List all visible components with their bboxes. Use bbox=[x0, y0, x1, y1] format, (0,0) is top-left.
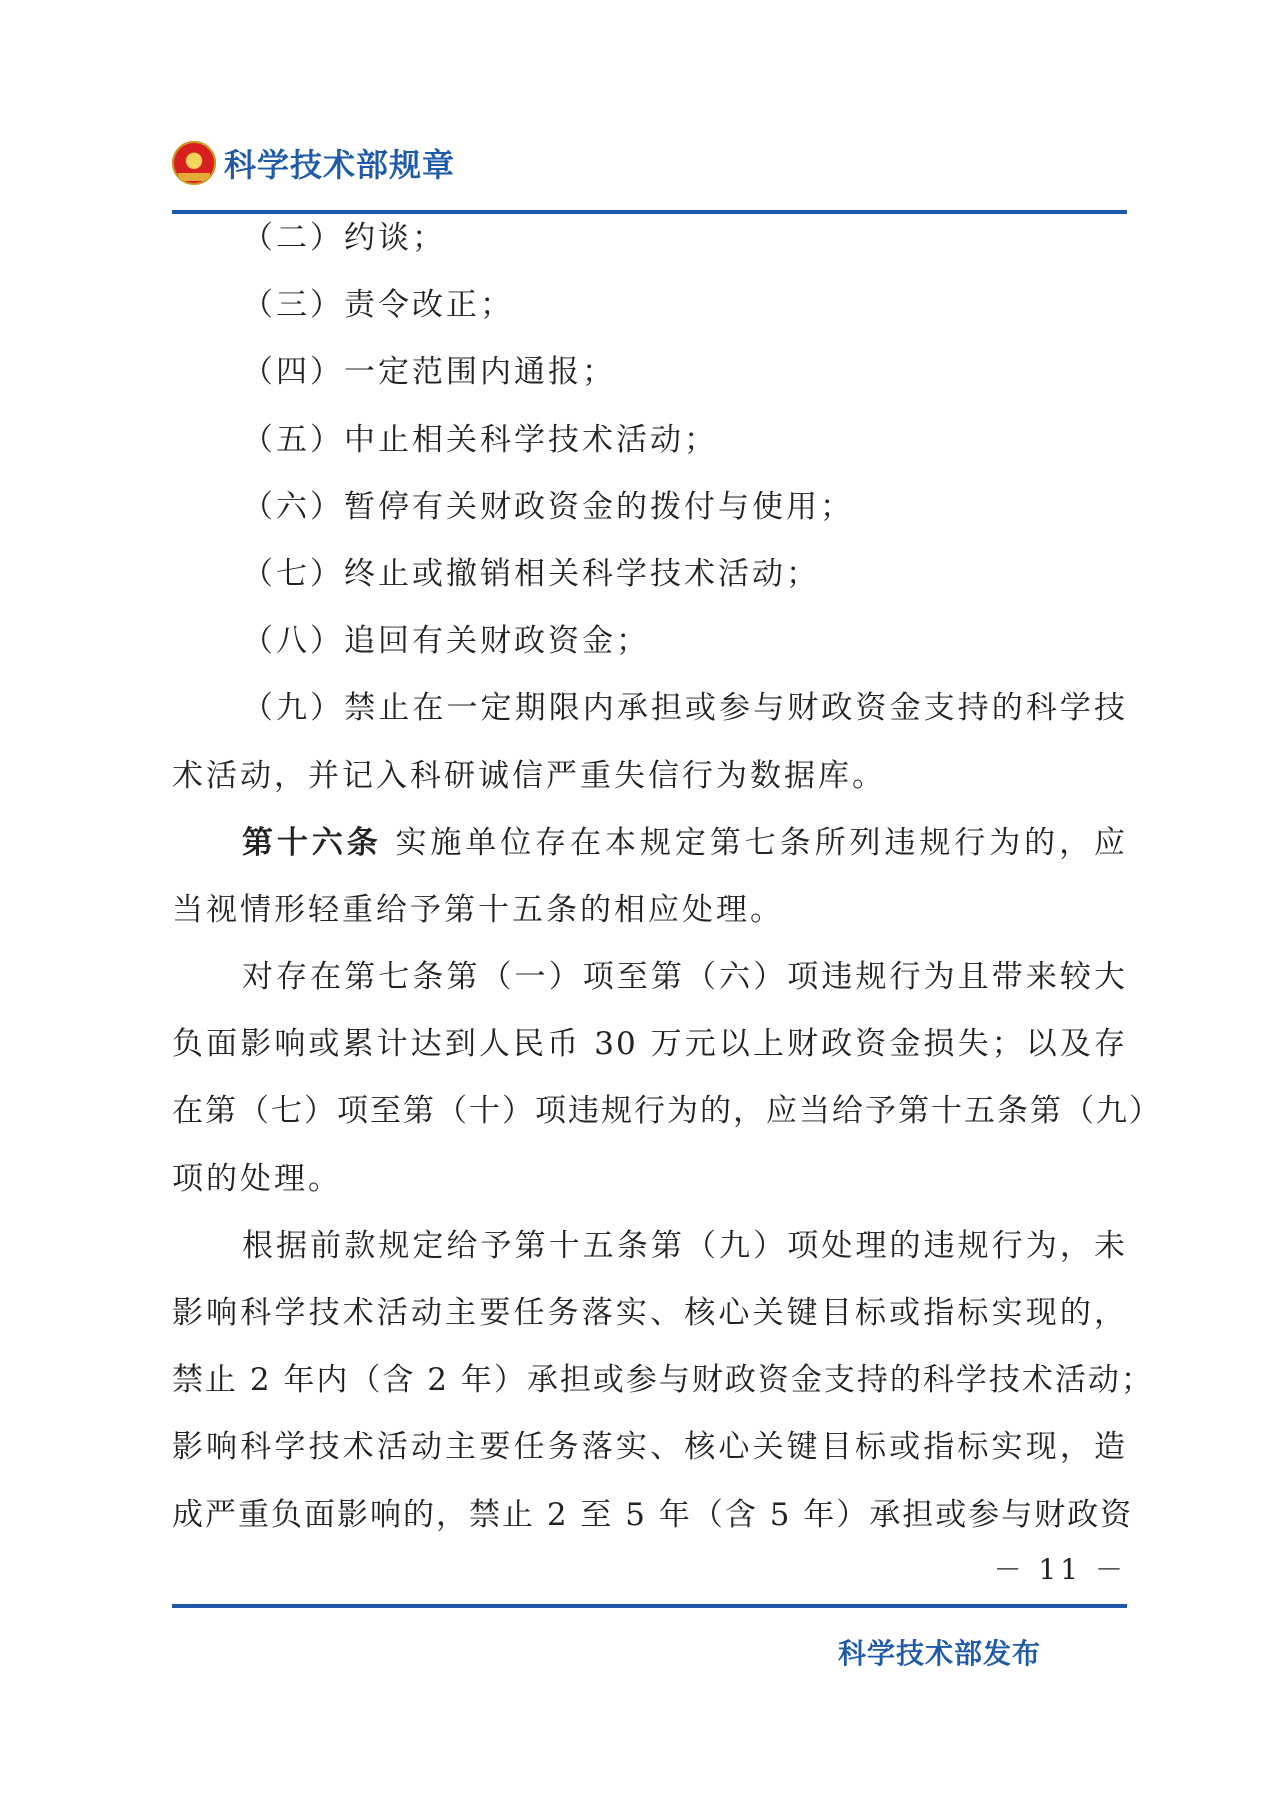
footer-rule bbox=[172, 1604, 1127, 1608]
text-line: 影响科学技术活动主要任务落实、核心关键目标或指标实现的， bbox=[172, 1295, 1127, 1331]
text-line: （五）中止相关科学技术活动； bbox=[242, 421, 718, 458]
text-line: 项的处理。 bbox=[172, 1160, 342, 1197]
national-emblem-icon bbox=[172, 141, 216, 185]
text-line: 负面影响或累计达到人民币 30 万元以上财政资金损失；以及存 bbox=[172, 1026, 1127, 1063]
header-title: 科学技术部规章 bbox=[224, 146, 456, 184]
text-line: （八）追回有关财政资金； bbox=[242, 623, 650, 660]
text-line: （九）禁止在一定期限内承担或参与财政资金支持的科学技 bbox=[242, 690, 1127, 727]
text-line: 对存在第七条第（一）项至第（六）项违规行为且带来较大 bbox=[242, 959, 1127, 996]
text-line: 影响科学技术活动主要任务落实、核心关键目标或指标实现，造 bbox=[172, 1429, 1127, 1466]
text-line: 成严重负面影响的，禁止 2 至 5 年（含 5 年）承担或参与财政资 bbox=[172, 1496, 1134, 1533]
text-line: 当视情形轻重给予第十五条的相应处理。 bbox=[172, 891, 784, 928]
text-line: （四）一定范围内通报； bbox=[242, 354, 616, 391]
document-body bbox=[172, 205, 1162, 1549]
text-line: 禁止 2 年内（含 2 年）承担或参与财政资金支持的科学技术活动； bbox=[172, 1362, 1154, 1399]
page-number: － 11 － bbox=[993, 1553, 1127, 1586]
text-span: 实施单位存在本规定第七条所列违规行为的，应 bbox=[395, 824, 1127, 861]
article-label: 第十六条 bbox=[242, 824, 382, 861]
text-line: 术活动，并记入科研诚信严重失信行为数据库。 bbox=[172, 757, 886, 794]
text-line: （七）终止或撤销相关科学技术活动； bbox=[242, 555, 820, 592]
text-line: 根据前款规定给予第十五条第（九）项处理的违规行为，未 bbox=[242, 1227, 1127, 1264]
header bbox=[172, 140, 455, 186]
text-line: （六）暂停有关财政资金的拨付与使用； bbox=[242, 488, 854, 525]
text-line: 在第（七）项至第（十）项违规行为的，应当给予第十五条第（九） bbox=[172, 1093, 1162, 1130]
text-line: （二）约谈； bbox=[242, 220, 446, 256]
article-16-line bbox=[172, 810, 1127, 877]
text-line: （三）责令改正； bbox=[242, 287, 514, 324]
footer-publisher: 科学技术部发布 bbox=[838, 1637, 1042, 1670]
